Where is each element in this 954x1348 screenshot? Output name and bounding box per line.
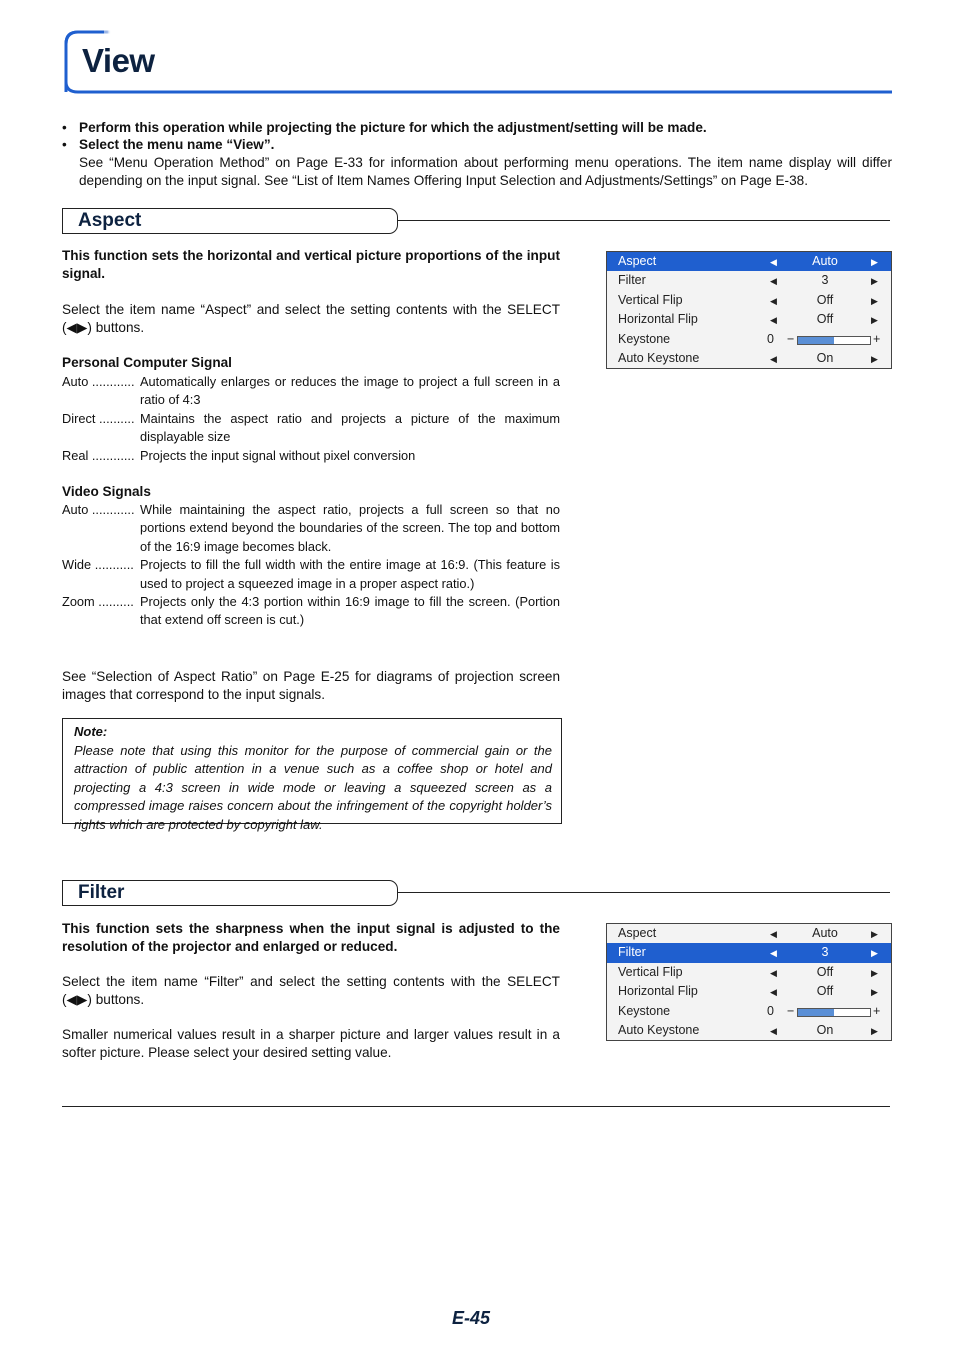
osd-row-value: Off [816, 964, 834, 979]
left-arrow-icon: ◀ [770, 967, 777, 978]
osd-row-horizontal-flip [607, 310, 891, 329]
note-title: Note: [74, 724, 108, 739]
osd-row-vertical-flip [607, 291, 891, 310]
osd-row-label: Vertical Flip [618, 292, 683, 307]
filter-heading-tab [62, 880, 398, 906]
pc-item-term: Auto ............ [62, 374, 135, 389]
video-item-term: Zoom .......... [62, 594, 134, 610]
video-item-term: Auto ............ [62, 502, 135, 517]
osd-menu-filter [606, 923, 892, 1041]
bottom-rule [62, 1106, 890, 1107]
aspect-see-text: See “Selection of Aspect Ratio” on Page E-25 for diagrams of projection screen images that correspond to the input signals. [62, 669, 560, 702]
right-arrow-icon: ▶ [871, 257, 878, 267]
left-arrow-icon: ◀ [770, 315, 777, 326]
osd-row-value: 3 [821, 273, 829, 288]
intro-bullet-1-text: Perform this operation while projecting the picture for which the adjustment/setting will be made. [79, 120, 707, 135]
pc-item-desc: Maintains the aspect ratio and projects a picture of the maximum displayable size [140, 410, 560, 445]
pc-item-direct [62, 410, 560, 447]
filter-heading: Filter [78, 882, 125, 903]
filter-values-text: Smaller numerical values result in a sharper picture and larger values result in a softer picture. Please select your desired setting value. [62, 1027, 560, 1060]
osd-row-vertical-flip [607, 963, 891, 982]
osd-row-value: Auto [812, 254, 838, 268]
osd-row-label: Aspect [618, 926, 657, 940]
aspect-section-header [62, 208, 890, 234]
video-item-desc: Projects only the 4:3 portion within 16:9 image to fill the screen. (Portion that extend off screen is cut.) [140, 594, 560, 628]
note-text: Please note that using this monitor for the purpose of commercial gain or the attraction of public attention in a venue such as a coffee shop or hotel and projecting a 4:3 screen in wide mode or leaving a squeezed screen as a compressed image raises concern about the infringement of the copyright holder’s rights which are protected by copyright law. [74, 742, 552, 832]
osd-row-keystone [607, 1002, 891, 1021]
osd-row-filter [607, 943, 891, 962]
right-arrow-icon: ▶ [871, 315, 878, 326]
filter-heading-rule [398, 892, 890, 893]
filter-section-header [62, 880, 890, 906]
right-arrow-icon: ▶ [871, 948, 878, 959]
left-arrow-icon: ◀ [770, 948, 777, 959]
pc-item-term: Real ............ [62, 447, 135, 463]
intro-bullet-2-text: Select the menu name “View”. [79, 137, 275, 152]
video-signal-list [62, 501, 560, 630]
left-arrow-icon: ◀ [770, 276, 777, 287]
osd-row-label: Vertical Flip [618, 964, 683, 979]
bullet-dot: • [62, 137, 67, 152]
keystone-slider-fill [798, 337, 834, 344]
osd-row-label: Aspect [618, 254, 657, 268]
osd-row-label: Filter [618, 945, 646, 960]
osd-row-value: Auto [812, 926, 838, 940]
pc-item-term: Direct .......... [62, 410, 135, 426]
page-number: E-45 [452, 1308, 491, 1328]
minus-icon: − [787, 1003, 795, 1018]
aspect-heading: Aspect [78, 210, 142, 231]
left-arrow-icon: ◀ [770, 295, 777, 306]
left-arrow-icon: ◀ [770, 257, 777, 267]
right-arrow-icon: ▶ [871, 987, 878, 998]
video-signal-heading: Video Signals [62, 484, 151, 499]
osd-row-label: Keystone [618, 331, 671, 346]
osd-row-label: Filter [618, 273, 646, 288]
title-frame [64, 30, 892, 94]
aspect-heading-tab [62, 208, 398, 234]
aspect-lead: This function sets the horizontal and vertical picture proportions of the input signal. [62, 248, 560, 281]
osd-menu-aspect [606, 251, 892, 369]
right-arrow-icon: ▶ [871, 1025, 878, 1036]
filter-select-text: Select the item name “Filter” and select the setting contents with the SELECT (◀▶) buttons. [62, 974, 560, 1007]
osd-row-filter [607, 271, 891, 290]
keystone-slider [797, 1008, 871, 1017]
osd-row-label: Horizontal Flip [618, 312, 698, 327]
osd-keystone-value: 0 [767, 331, 774, 346]
pc-item-desc: Automatically enlarges or reduces the image to project a full screen in a ratio of 4:3 [140, 374, 560, 408]
left-arrow-icon: ◀ [770, 929, 777, 939]
video-item-zoom [62, 593, 560, 630]
right-arrow-icon: ▶ [871, 967, 878, 978]
page-title: View [82, 42, 155, 79]
pc-item-auto [62, 373, 560, 410]
osd-row-aspect [607, 924, 891, 943]
aspect-heading-rule [398, 220, 890, 221]
minus-icon: − [787, 331, 795, 346]
intro-bullet-2-detail: See “Menu Operation Method” on Page E-33 for information about performing menu operations. The item name display will differ depending on the input signal. See “List of Item Names Offering Input Selection and Adjustments/Settings” on Page E-38. [79, 155, 892, 188]
pc-signal-list [62, 373, 560, 465]
osd-row-value: On [816, 350, 834, 365]
keystone-slider [797, 336, 871, 345]
osd-keystone-value: 0 [767, 1003, 774, 1018]
osd-row-value: 3 [821, 945, 829, 960]
osd-row-value: Off [816, 292, 834, 307]
right-arrow-icon: ▶ [871, 353, 878, 364]
right-arrow-icon: ▶ [871, 276, 878, 287]
osd-row-label: Keystone [618, 1003, 671, 1018]
left-arrow-icon: ◀ [770, 353, 777, 364]
right-arrow-icon: ▶ [871, 929, 878, 939]
osd-row-aspect [607, 252, 891, 271]
left-arrow-icon: ◀ [770, 987, 777, 998]
osd-row-value: On [816, 1022, 834, 1037]
pc-signal-heading: Personal Computer Signal [62, 355, 232, 370]
osd-row-horizontal-flip [607, 982, 891, 1001]
bullet-dot: • [62, 120, 67, 135]
keystone-slider-fill [798, 1009, 834, 1016]
video-item-term: Wide ........... [62, 557, 134, 573]
osd-row-value: Off [816, 312, 834, 327]
osd-row-keystone [607, 330, 891, 349]
osd-row-label: Auto Keystone [618, 350, 700, 365]
osd-row-auto-keystone [607, 349, 891, 368]
video-item-wide [62, 556, 560, 593]
aspect-select-text: Select the item name “Aspect” and select the setting contents with the SELECT (◀▶) buttons. [62, 302, 560, 335]
filter-lead: This function sets the sharpness when the input signal is adjusted to the resolution of the projector and enlarged or reduced. [62, 921, 560, 954]
plus-icon: + [873, 1003, 881, 1018]
osd-row-label: Auto Keystone [618, 1022, 700, 1037]
osd-row-label: Horizontal Flip [618, 984, 698, 999]
right-arrow-icon: ▶ [871, 295, 878, 306]
plus-icon: + [873, 331, 881, 346]
pc-item-desc: Projects the input signal without pixel conversion [140, 447, 416, 463]
video-item-auto [62, 501, 560, 556]
video-item-desc: Projects to fill the full width with the entire image at 16:9. (This feature is used to project a squeezed image in a proper aspect ratio.) [140, 557, 560, 591]
osd-row-auto-keystone [607, 1021, 891, 1040]
video-item-desc: While maintaining the aspect ratio, projects a full screen so that no portions extend beyond the boundaries of the screen. The top and bottom of the 16:9 image becomes black. [140, 502, 560, 554]
intro-bullet-2 [62, 136, 892, 190]
copyright-note [62, 718, 562, 832]
osd-row-value: Off [816, 984, 834, 999]
intro-bullet-1 [62, 119, 892, 137]
pc-item-real [62, 447, 560, 465]
left-arrow-icon: ◀ [770, 1025, 777, 1036]
